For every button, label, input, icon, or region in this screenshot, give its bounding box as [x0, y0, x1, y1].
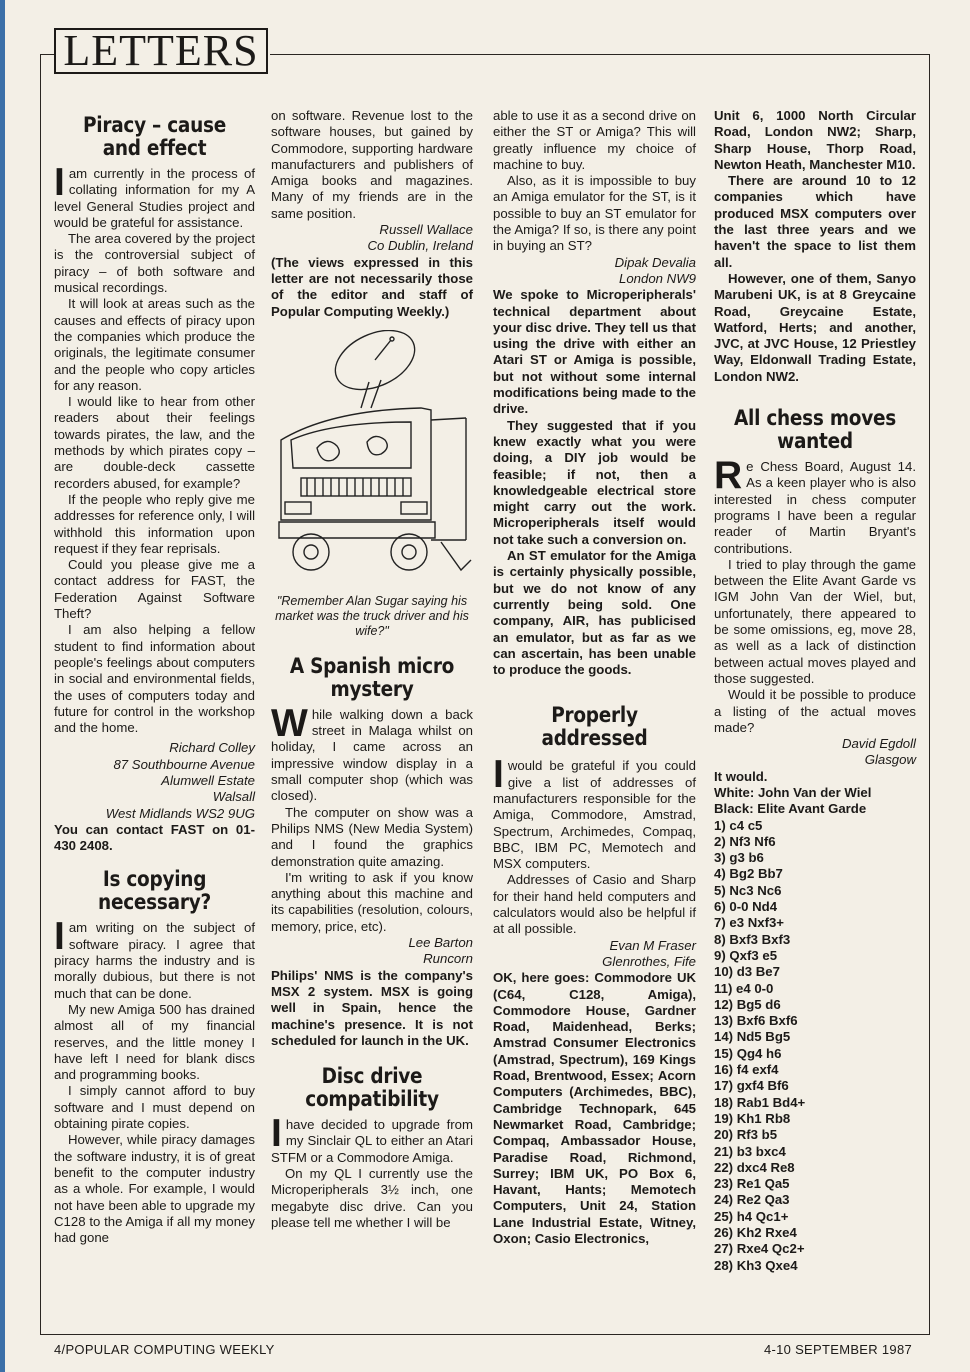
chess-move: 14) Nd5 Bg5 — [714, 1029, 791, 1045]
letter-paragraph: I'm writing to ask if you know anything about this machine and its capabilities (resolution, colours, memory, price, etc). — [271, 869, 473, 934]
chess-move: 3) g3 b6 — [714, 850, 764, 866]
footer-date: 4-10 SEPTEMBER 1987 — [763, 1342, 912, 1357]
chess-move: 21) b3 bxc4 — [714, 1143, 786, 1159]
cartoon-truck-illustration — [271, 330, 473, 588]
page-edge — [0, 0, 5, 1372]
signature-address: Alumwell Estate — [161, 772, 255, 788]
column-2 — [271, 108, 473, 1231]
editor-reply: Philips' NMS is the company's MSX 2 system. MSX is going well in Spain, hence the machine's presence. It is not scheduled for launch in the UK. — [271, 967, 473, 1048]
editor-reply: There are around 10 to 12 companies which have produced MSX computers over the last three years and we haven't the space to list them all. — [714, 173, 916, 270]
letter-paragraph: Would it be possible to produce a listing of the actual moves made? — [714, 687, 916, 735]
signature-address: Runcorn — [423, 951, 473, 967]
column-3 — [493, 108, 696, 1247]
chess-move: 13) Bxf6 Bxf6 — [714, 1013, 798, 1029]
editor-reply: Unit 6, 1000 North Circular Road, London NW2; Sharp, Sharp House, Thorp Road, Newton Heath, Manchester M10. — [714, 108, 916, 172]
footer-page-info: 4/POPULAR COMPUTING WEEKLY — [54, 1342, 275, 1357]
chess-move: 23) Re1 Qa5 — [714, 1176, 790, 1192]
chess-move: 10) d3 Be7 — [714, 964, 780, 980]
editor-reply: However, one of them, Sanyo Marubeni UK, is at 8 Greycaine Road, Greycaine Estate, Watford, Herts; and another, JVC, at JVC House, 12 Priestley Way, Eldonwall Trading Estate, London NW2. — [714, 270, 916, 384]
signature-address: West Midlands WS2 9UG — [105, 805, 255, 821]
letter-paragraph: I simply cannot afford to buy software and I must depend on obtaining pirate copies. — [54, 1083, 255, 1132]
chess-move: 2) Nf3 Nf6 — [714, 833, 776, 849]
letter-paragraph: I tried to play through the game between the Elite Avant Garde vs IGM John Van der Wiel, but, unfortunately, there appeared to be some omissions, eg, move 28, as well as a lack of distinction between actual moves played and those suggested. — [714, 556, 916, 686]
letter-paragraph: My new Amiga 500 has drained almost all of my financial reserves, and the little money I have left I need for blank discs and programming books. — [54, 1001, 255, 1083]
editor-reply: You can contact FAST on 01-430 2408. — [54, 821, 255, 854]
chess-move: 26) Kh2 Rxe4 — [714, 1225, 797, 1240]
chess-move: 4) Bg2 Bb7 — [714, 866, 783, 882]
masthead-title: LETTERS — [63, 26, 259, 75]
chess-move: 6) 0-0 Nd4 — [714, 899, 778, 915]
headline-spanish-micro: A Spanish micro mystery — [289, 653, 455, 701]
letter-paragraph: However, while piracy damages the software industry, it is of great benefit to the computer industry as a whole. For example, I would not have been able to upgrade my C128 to the Amiga if all my money had gone — [54, 1132, 255, 1246]
signature-name: David Egdoll — [841, 736, 916, 752]
letter-paragraph: It will look at areas such as the causes and effects of piracy upon the companies which produce the originals, the legitimate consumer and the people who copy articles for any reason. — [54, 296, 255, 393]
signature-address: 87 Southbourne Avenue — [113, 756, 255, 772]
chess-move: 11) e4 0-0 — [714, 980, 774, 996]
letter-paragraph: able to use it as a second drive on either the ST or Amiga? This will greatly influence my choice of machine to buy. — [493, 108, 696, 172]
editor-note: (The views expressed in this letter are not necessarily those of the editor and staff of Popular Computing Weekly.) — [271, 254, 473, 319]
column-4 — [714, 108, 916, 1274]
signature-address: Walsall — [212, 789, 255, 805]
signature-name: Evan M Fraser — [609, 937, 696, 953]
chess-move: 24) Re2 Qa3 — [714, 1192, 790, 1208]
signature-name: Russell Wallace — [379, 222, 473, 238]
letter-paragraph: The area covered by the project is the controversial subject of piracy – of both software and musical recordings. — [54, 231, 255, 296]
signature-name: Lee Barton — [408, 935, 473, 951]
chess-move: 12) Bg5 d6 — [714, 996, 781, 1012]
chess-move: 15) Qg4 h6 — [714, 1045, 782, 1061]
letter-paragraph: Ihave decided to upgrade from my Sinclair QL to either an Atari STFM or a Commodore Amiga. — [271, 1112, 473, 1165]
chess-white-player: White: John Van der Wiel — [714, 784, 872, 800]
chess-move: 25) h4 Qc1+ — [714, 1208, 789, 1224]
masthead — [54, 28, 268, 74]
chess-moves-list — [714, 818, 916, 1274]
signature-address: Glenrothes, Fife — [602, 953, 696, 969]
letter-paragraph: If the people who reply give me addresses for reference only, I will withhold this information upon request if they fear reprisals. — [54, 491, 255, 556]
header-rule — [270, 54, 929, 55]
letter-paragraph: The computer on show was a Philips NMS (New Media System) and I found the graphics demonstration quite amazing. — [271, 804, 473, 869]
headline-copying: Is copying necessary? — [98, 867, 211, 915]
letter-paragraph: Iwould be grateful if you could give a list of addresses of manufacturers responsible for the Amiga, Commodore, Amstrad, Spectrum, Archimedes, Compaq, BBC, IBM PC, Memotech and MSX computers. — [493, 753, 696, 872]
editor-reply: It would. — [714, 768, 768, 784]
letter-paragraph: On my QL I currently use the Microperipherals 3½ inch, one megabyte disc drive. Can you please tell me whether I will be — [271, 1165, 473, 1230]
editor-reply: We spoke to Microperipherals' technical department about your disc drive. They tell us that using the drive with either an Atari ST or Amiga is possible, but not without some internal modifications being made to the drive. — [493, 287, 696, 417]
chess-black-player: Black: Elite Avant Garde — [714, 801, 867, 817]
letter-paragraph: Iam writing on the subject of software piracy. I agree that piracy harms the industry and is morally dubious, but there is not much that can be done. — [54, 915, 255, 1001]
signature-name: Richard Colley — [169, 740, 255, 756]
editor-reply: An ST emulator for the Amiga is certainly physically possible, but we do not know of any currently being sold. One company, AIR, has publicised an emulator, but as far as we can ascertain, has been unable to produce the goods. — [493, 548, 696, 678]
signature-address: Glasgow — [864, 752, 916, 768]
chess-move: 20) Rf3 b5 — [714, 1127, 778, 1143]
signature-address: Co Dublin, Ireland — [367, 238, 473, 254]
chess-move: 9) Qxf3 e5 — [714, 947, 778, 963]
letter-paragraph: Iam currently in the process of collating information for my A level General Studies project and would be grateful for assistance. — [54, 161, 255, 230]
chess-move: 5) Nc3 Nc6 — [714, 882, 782, 898]
letter-paragraph: Addresses of Casio and Sharp for their hand held computers and calculators would also be helpful if at all possible. — [493, 872, 696, 937]
letter-paragraph: While walking down a back street in Malaga whilst on holiday, I came across an impressive window display in a small computer shop (which was closed). — [271, 701, 473, 804]
letter-paragraph: Could you please give me a contact address for FAST, the Federation Against Software Theft? — [54, 557, 255, 622]
chess-move: 8) Bxf3 Bxf3 — [714, 931, 791, 947]
chess-move: 16) f4 exf4 — [714, 1062, 779, 1078]
chess-move: 28) Kh3 Qxe4 — [714, 1257, 798, 1273]
letter-paragraph: I am also helping a fellow student to find information about people's feelings about computers in social and environmental fields, the uses of computers today and future for control in the workshop and the home. — [54, 622, 255, 736]
chess-move: 1) c4 c5 — [714, 817, 763, 833]
editor-reply: They suggested that if you knew exactly what you were doing, a DIY job would be feasible; if not, then a knowledgeable electrical store might carry out the work. Microperipherals itself would not take such a conversion on. — [493, 417, 696, 547]
headline-chess: All chess moves wanted — [733, 406, 897, 454]
letter-paragraph: on software. Revenue lost to the software houses, but gained by Commodore, supporting hardware manufacturers and publishers of Amiga books and magazines. Many of my friends are in the same position. — [271, 108, 473, 221]
letter-paragraph: Also, as it is impossible to buy an Amiga emulator for the ST, is it possible to buy an ST emulator for the Amiga? If so, is there any point in buying an ST? — [493, 173, 696, 254]
chess-move: 27) Rxe4 Qc2+ — [714, 1241, 805, 1257]
letter-paragraph: I would like to hear from other readers about their feelings towards pirates, the law, and the methods by which pirates copy – are double-deck cassette recorders abused, for example? — [54, 394, 255, 491]
chess-move: 22) dxc4 Re8 — [714, 1159, 795, 1175]
editor-reply: OK, here goes: Commodore UK (C64, C128, Amiga), Commodore House, Gardner Road, Maidenhead, Berks; Amstrad Consumer Electronics (Amstrad, Spectrum), 169 Kings Road, Brentwood, Essex; Acorn Computers (Archimedes, BBC), Cambridge Technopark, 645 Newmarket Road, Cambridge; Compaq, Ambassador House, Paradise Road, Richmond, Surrey; IBM UK, PO Box 6, Havant, Hants; Memotech Computers, Unit 24, Station Lane Industrial Estate, Witney, Oxon; Casio Electronics, — [493, 970, 696, 1246]
cartoon-caption: "Remember Alan Sugar saying his market was the truck driver and his wife?" — [275, 593, 469, 638]
headline-disc-drive: Disc drive compatibility — [305, 1064, 439, 1112]
frame-rule-left — [40, 54, 54, 55]
signature-address: London NW9 — [619, 270, 696, 286]
headline-properly-addressed: Properly addressed — [541, 703, 648, 751]
column-1 — [54, 108, 255, 1246]
signature-name: Dipak Devalia — [614, 254, 696, 270]
chess-move: 17) gxf4 Bf6 — [714, 1078, 789, 1094]
headline-piracy: Piracy – cause and effect — [83, 113, 226, 160]
chess-move: 19) Kh1 Rb8 — [714, 1110, 791, 1126]
chess-move: 7) e3 Nxf3+ — [714, 915, 785, 931]
chess-move: 18) Rab1 Bd4+ — [714, 1094, 806, 1110]
letter-paragraph: Re Chess Board, August 14. As a keen player who is also interested in chess computer programs I have been a regular reader of Martin Bryant's contributions. — [714, 454, 916, 556]
